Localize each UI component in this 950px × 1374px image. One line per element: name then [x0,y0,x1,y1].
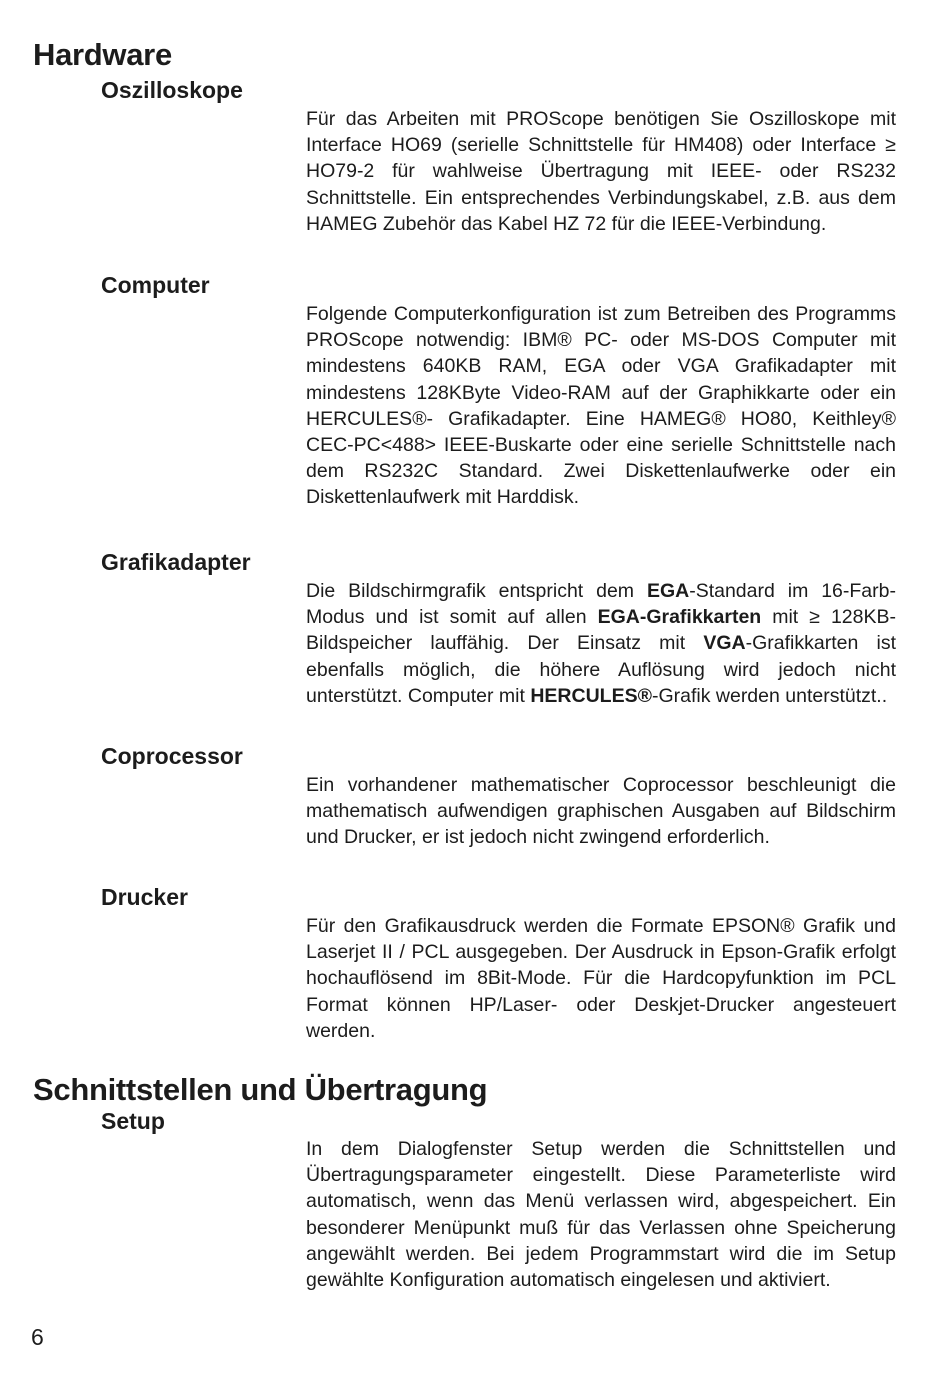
paragraph-coprocessor: Ein vorhandener mathematischer Coprocessor beschleunigt die mathematisch aufwendigen graphischen Ausgaben auf Bildschirm und Drucker, er ist jedoch nicht zwingend erforderlich. [306,774,896,849]
grafik-bold-vga: VGA [703,632,746,655]
subheading-computer: Computer [101,272,210,298]
grafik-text-2: -Standard im 16-Farb-Modus und ist somit auf allen [306,580,896,629]
paragraph-setup: In dem Dialogfenster Setup werden die Schnittstellen und Übertragungsparameter eingestellt. Diese Parameterliste wird automatisch, wenn das Menü verlassen wird, abgespeichert. Ein besonderer Menüpunkt muß für das Verlassen ohne Speicherung angewählt werden. Bei jedem Programmstart wird die im Setup gewählte Konfiguration automatisch eingelesen und aktiviert. [306,1138,896,1292]
paragraph-grafikadapter [306,578,896,709]
subheading-setup: Setup [101,1108,165,1134]
page-number: 6 [31,1324,44,1350]
subheading-oszilloskope: Oszilloskope [101,77,243,103]
grafik-text-4: -Grafikkarten ist ebenfalls möglich, die höhere Auflösung wird jedoch nicht unterstützt. Computer mit [306,632,896,707]
paragraph-oszilloskope: Für das Arbeiten mit PROScope benötigen Sie Oszilloskope mit Interface HO69 (serielle Schnittstelle für HM408) oder Interface ≥ HO79-2 für wahlweise Übertragung mit IEEE- oder RS232 Schnittstelle. Ein entsprechendes Verbindungskabel, z.B. aus dem HAMEG Zubehör das Kabel HZ 72 für die IEEE-Verbindung. [306,108,896,235]
grafik-text-1: Die Bildschirmgrafik entspricht dem [306,580,647,602]
grafik-bold-hercules: HERCULES® [530,684,652,707]
grafik-text-3: mit ≥ 128KB-Bildspeicher lauffähig. Der Einsatz mit [306,606,896,655]
grafik-bold-ega: EGA [646,580,690,602]
paragraph-computer: Folgende Computerkonfiguration ist zum Betreiben des Programms PROScope notwendig: IBM® PC- oder MS-DOS Computer mit mindestens 640KB RAM, EGA oder VGA Grafikadapter mit mindestens 128KByte Video-RAM auf der Graphikkarte oder ein HERCULES®- Grafikadapter. Eine HAMEG® HO80, Keithley® CEC-PC<488> IEEE-Buskarte oder eine serielle Schnittstelle nach dem RS232C Standard. Zwei Diskettenlaufwerke oder ein Diskettenlaufwerk mit Harddisk. [306,303,896,509]
grafik-text-5: -Grafik werden unterstützt.. [651,684,888,707]
subheading-drucker: Drucker [101,884,188,910]
heading-hardware: Hardware [33,37,172,72]
subheading-grafikadapter: Grafikadapter [101,549,251,575]
subheading-coprocessor: Coprocessor [101,743,243,769]
paragraph-drucker: Für den Grafikausdruck werden die Formate EPSON® Grafik und Laserjet II / PCL ausgegeben. Der Ausdruck in Epson-Grafik erfolgt hochauflösend im 8Bit-Mode. Für die Hardcopyfunktion im PCL Format können HP/Laser- oder Deskjet-Drucker angesteuert werden. [306,915,896,1042]
heading-schnittstellen: Schnittstellen und Übertragung [33,1072,488,1107]
grafik-bold-ega-grafikkarten: EGA-Grafikkarten [597,606,762,629]
